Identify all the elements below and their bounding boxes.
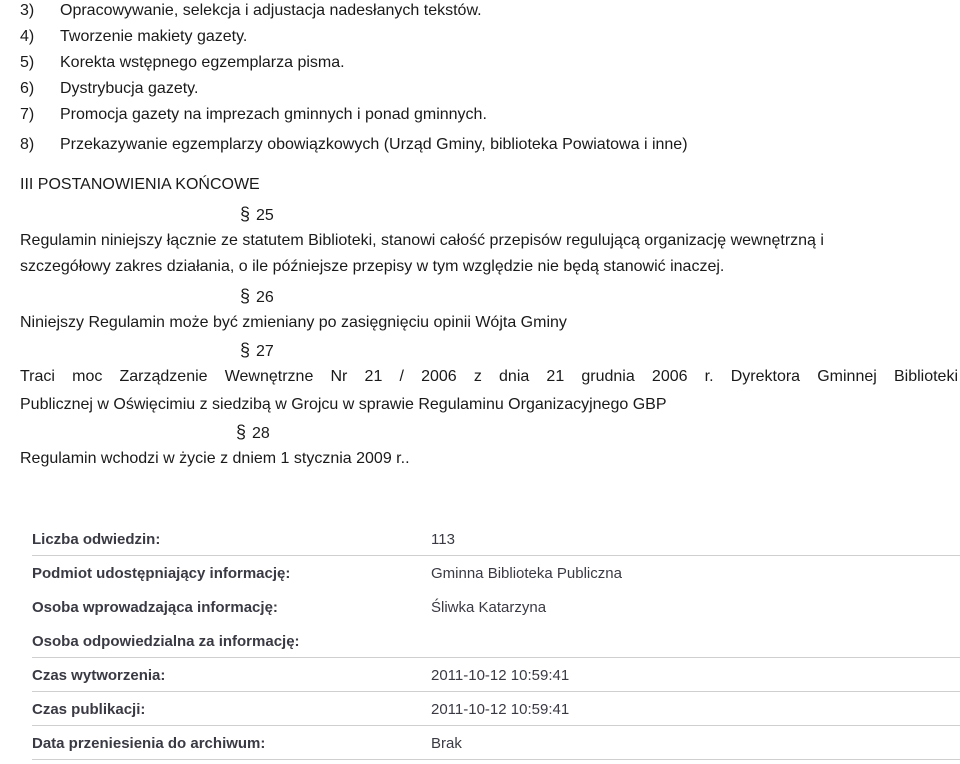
paragraph-number: § 25 — [240, 204, 274, 224]
row-divider — [32, 555, 960, 556]
section-sign: § — [240, 204, 251, 224]
paragraph-text: szczegółowy zakres działania, o ile późniejsze przepisy w tym względzie nie będą stanowić inaczej. — [20, 258, 725, 275]
section-sign: § — [236, 422, 247, 442]
row-divider — [32, 759, 960, 760]
paragraph-text: Regulamin niniejszy łącznie ze statutem Biblioteki, stanowi całość przepisów regulującą organizację wewnętrzną i — [20, 232, 824, 249]
document-page: 3) Opracowywanie, selekcja i adjustacja nadesłanych tekstów. 4) Tworzenie makiety gazety. 5) Korekta wstępnego egzemplarza pisma. 6) Dystrybucja gazety. 7) Promocja gazety na imprezach gminnych i ponad gminnych. 8) Przekazywanie egzemplarzy obowiązkowych (Urząd Gminy, biblioteka Powiatowa i inne) III POSTANOWIENIA KOŃCOWE § 25 Regulamin niniejszy łącznie ze statutem Biblioteki, stanowi całość przepisów regulującą organizację wewnętrzną i szczegółowy zakres działania, o ile późniejsze przepisy w tym względzie nie będą stanowić inaczej. § 26 Niniejszy Regulamin może być zmieniany po zasięgnięciu opinii Wójta Gminy § 27 Traci moc Zarządzenie Wewnętrzne Nr 21 / 2006 z dnia 21 grudnia 2006 r. Dyrektora Gminnej Biblioteki Publicznej w Oświęcimiu z siedzibą w Grojcu w sprawie Regulaminu Organizacyjnego GBP § 28 Regulamin wchodzi w życie z dniem 1 stycznia 2009 r.. Liczba odwiedzin: 113 Podmiot udostępniający informację: Gminna Biblioteka Publiczna Osoba wprowadzająca informację: Śliwka Katarzyna Osoba odpowiedzialna za informację: Czas wytworzenia: 2011-10-12 10:59:41 Czas publikacji: 2011-10-12 10:59:41 Data przeniesienia do archiwum: Brak — [0, 0, 960, 764]
list-item: 4) Tworzenie makiety gazety. — [20, 28, 248, 45]
paragraph-number: § 28 — [236, 422, 270, 442]
paragraph-text: Publicznej w Oświęcimiu z siedzibą w Grojcu w sprawie Regulaminu Organizacyjnego GBP — [20, 396, 667, 413]
list-item: 3) Opracowywanie, selekcja i adjustacja nadesłanych tekstów. — [20, 2, 482, 19]
list-item: 8) Przekazywanie egzemplarzy obowiązkowych (Urząd Gminy, biblioteka Powiatowa i inne) — [20, 136, 688, 153]
row-divider — [32, 725, 960, 726]
paragraph-number: § 27 — [240, 340, 274, 360]
row-divider — [32, 657, 960, 658]
paragraph-text: Regulamin wchodzi w życie z dniem 1 stycznia 2009 r.. — [20, 450, 410, 467]
list-item: 7) Promocja gazety na imprezach gminnych i ponad gminnych. — [20, 106, 487, 123]
section-sign: § — [240, 340, 251, 360]
list-item: 6) Dystrybucja gazety. — [20, 80, 199, 97]
section-heading: III POSTANOWIENIA KOŃCOWE — [20, 176, 260, 193]
paragraph-number: § 26 — [240, 286, 274, 306]
paragraph-text: Niniejszy Regulamin może być zmieniany po zasięgnięciu opinii Wójta Gminy — [20, 314, 567, 331]
list-item: 5) Korekta wstępnego egzemplarza pisma. — [20, 54, 345, 71]
row-divider — [32, 691, 960, 692]
section-sign: § — [240, 286, 251, 306]
paragraph-text: Traci moc Zarządzenie Wewnętrzne Nr 21 / 2006 z dnia 21 grudnia 2006 r. Dyrektora Gminnej Biblioteki — [20, 368, 958, 385]
